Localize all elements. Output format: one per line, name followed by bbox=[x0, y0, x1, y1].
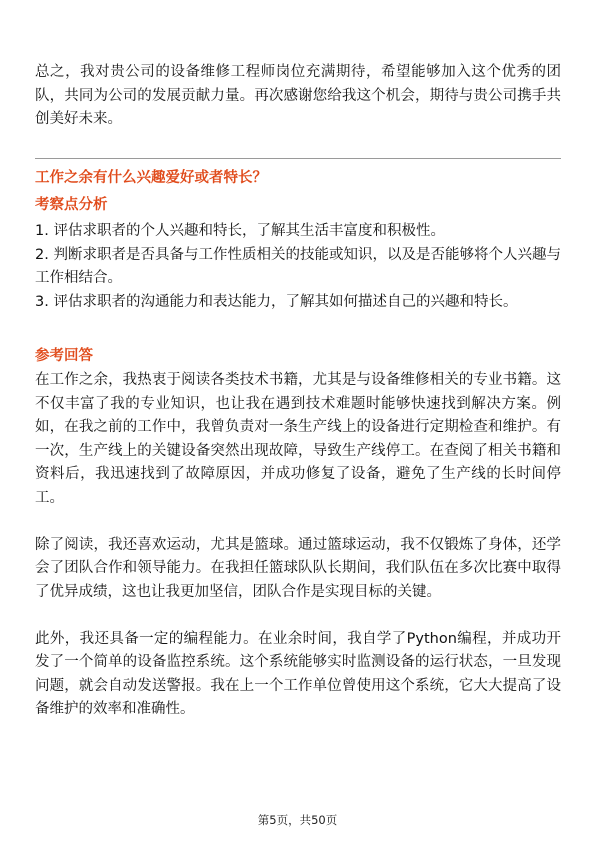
closing-paragraph-text: 总之，我对贵公司的设备维修工程师岗位充满期待，希望能够加入这个优秀的团队，共同为公司的发展贡献力量。再次感谢您给我这个机会，期待与贵公司携手共创美好未来。 bbox=[35, 64, 561, 127]
page-number: 第5页，共50页 bbox=[257, 813, 338, 827]
question-title: 工作之余有什么兴趣爱好或者特长？ bbox=[35, 170, 267, 186]
section-divider bbox=[35, 158, 561, 159]
analysis-points-list bbox=[35, 220, 561, 314]
answer-paragraph: 除了阅读，我还喜欢运动，尤其是篮球。通过篮球运动，我不仅锻炼了身体，还学会了团队合作和领导能力。在我担任篮球队队长期间，我们队伍在多次比赛中取得了优异成绩，这也让我更加坚信，团队合作是实现目标的关键。 bbox=[35, 536, 561, 600]
answer-heading: 参考回答 bbox=[35, 348, 93, 364]
analysis-point: 3. 评估求职者的沟通能力和表达能力，了解其如何描述自己的兴趣和特长。 bbox=[35, 293, 518, 310]
analysis-heading: 考察点分析 bbox=[35, 197, 108, 213]
answer-paragraph: 此外，我还具备一定的编程能力。在业余时间，我自学了Python编程，并成功开发了一个简单的设备监控系统。这个系统能够实时监测设备的运行状态，一旦发现问题，就会自动发送警报。我在上一个工作单位曾使用这个系统，它大大提高了设备维护的效率和准确性。 bbox=[35, 630, 561, 717]
closing-paragraph bbox=[35, 61, 561, 132]
analysis-point: 1. 评估求职者的个人兴趣和特长，了解其生活丰富度和积极性。 bbox=[35, 223, 445, 239]
answer-body bbox=[35, 369, 561, 745]
analysis-point: 2. 判断求职者是否具备与工作性质相关的技能或知识，以及是否能够将个人兴趣与工作相结合。 bbox=[35, 246, 561, 286]
answer-paragraph: 在工作之余，我热衷于阅读各类技术书籍，尤其是与设备维修相关的专业书籍。这不仅丰富了我的专业知识，也让我在遇到技术难题时能够快速找到解决方案。例如，在我之前的工作中，我曾负责对一条生产线上的设备进行定期检查和维护。有一次，生产线上的关键设备突然出现故障，导致生产线停工。在查阅了相关书籍和资料后，我迅速找到了故障原因，并成功修复了设备，避免了生产线的长时间停工。 bbox=[35, 372, 561, 506]
